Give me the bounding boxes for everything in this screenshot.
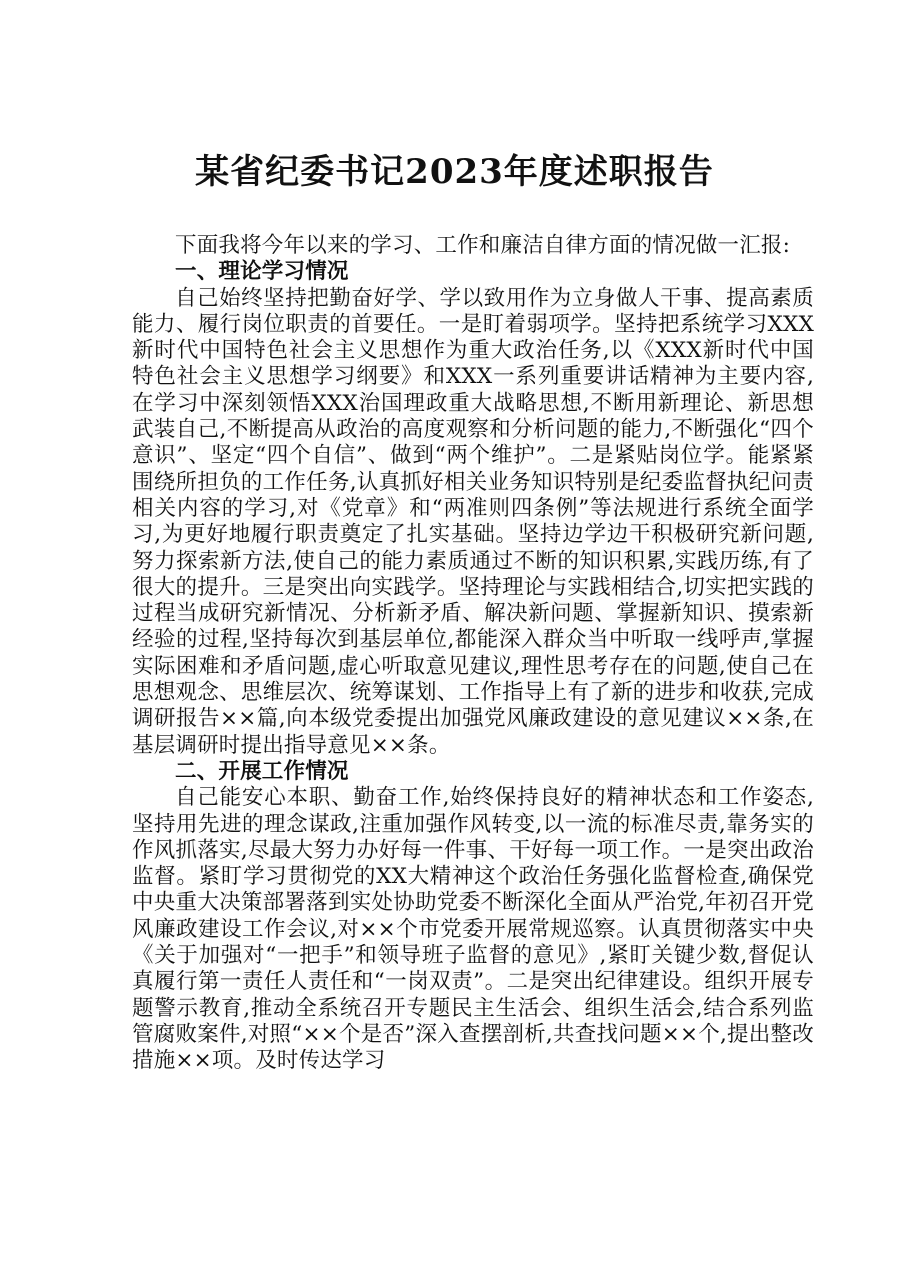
section-paragraph-study: 自己始终坚持把勤奋好学、学以致用作为立身做人干事、提高素质能力、履行岗位职责的首要任。一是盯着弱项学。坚持把系统学习XXX新时代中国特色社会主义思想作为重大政治任务,以《XXX新时代中国特色社会主义思想学习纲要》和XXX一系列重要讲话精神为主要内容,在学习中深刻领悟XXX治国理政重大战略思想,不断用新理论、新思想武装自己,不断提高从政治的高度观察和分析问题的能力,不断强化“四个意识”、坚定“四个自信”、做到“两个维护”。二是紧贴岗位学。能紧紧围绕所担负的工作任务,认真抓好相关业务知识特别是纪委监督执纪问责相关内容的学习,对《党章》和“两准则四条例”等法规进行系统全面学习,为更好地履行职责奠定了扎实基础。坚持边学边干积极研究新问题,努力探索新方法,使自己的能力素质通过不断的知识积累,实践历练,有了很大的提升。三是突出向实践学。坚持理论与实践相结合,切实把实践的过程当成研究新情况、分析新矛盾、解决新问题、掌握新知识、摸索新经验的过程,坚持每次到基层单位,都能深入群众当中听取一线呼声,掌握实际困难和矛盾问题,虚心听取意见建议,理性思考存在的问题,使自己在思想观念、思维层次、统筹谋划、工作指导上有了新的进步和收获,完成调研报告××篇,向本级党委提出加强党风廉政建设的意见建议××条,在基层调研时提出指导意见××条。 <box>132 285 814 758</box>
intro-paragraph: 下面我将今年以来的学习、工作和廉洁自律方面的情况做一汇报: <box>175 233 791 258</box>
section-heading-work: 二、开展工作情况 <box>175 758 349 784</box>
document-body <box>132 233 814 1075</box>
document-title: 某省纪委书记2023年度述职报告 <box>195 152 714 192</box>
section-paragraph-work: 自己能安心本职、勤奋工作,始终保持良好的精神状态和工作姿态,坚持用先进的理念谋政,注重加强作风转变,以一流的标准尽责,靠务实的作风抓落实,尽最大努力办好每一件事、干好每一项工作。一是突出政治监督。紧盯学习贯彻党的XX大精神这个政治任务强化监督检查,确保党中央重大决策部署落到实处协助党委不断深化全面从严治党,年初召开党风廉政建设工作会议,对××个市党委开展常规巡察。认真贯彻落实中央《关于加强对“一把手”和领导班子监督的意见》,紧盯关键少数,督促认真履行第一责任人责任和“一岗双责”。二是突出纪律建设。组织开展专题警示教育,推动全系统召开专题民主生活会、组织生活会,结合系列监管腐败案件,对照“××个是否”深入查摆剖析,共查找问题××个,提出整改措施××项。及时传达学习 <box>132 785 814 1074</box>
section-heading-study: 一、理论学习情况 <box>175 259 349 285</box>
